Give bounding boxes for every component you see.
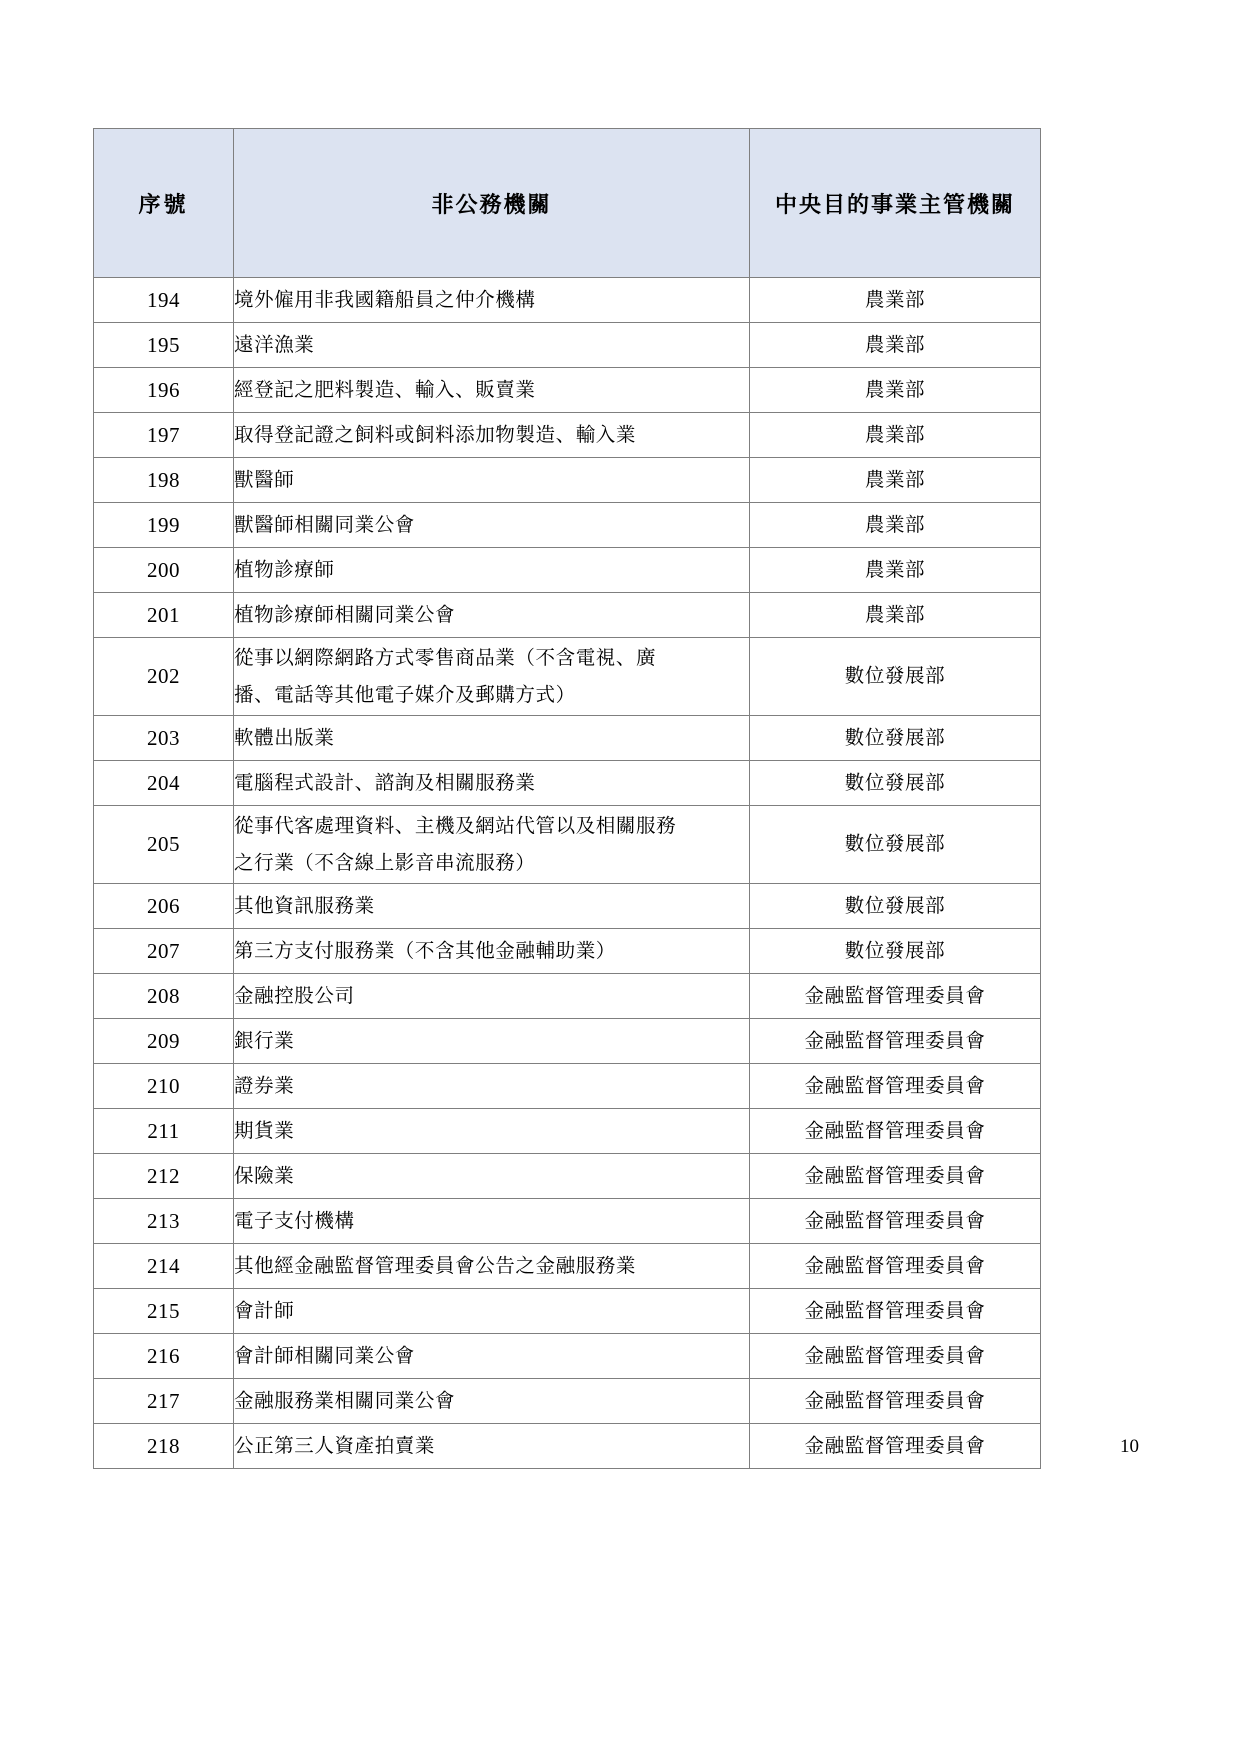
cell-central-competent-authority: 數位發展部 [750,929,1041,974]
cell-central-competent-authority: 金融監督管理委員會 [750,1289,1041,1334]
table-row [94,503,1041,548]
cell-central-competent-authority: 農業部 [750,593,1041,638]
cell-sequence: 208 [94,974,234,1019]
cell-sequence: 204 [94,761,234,806]
cell-non-government-agency [234,1109,750,1154]
cell-central-competent-authority: 金融監督管理委員會 [750,1064,1041,1109]
cell-central-competent-authority: 數位發展部 [750,884,1041,929]
cell-sequence: 202 [94,638,234,716]
table-row [94,806,1041,884]
cell-text-line: 從事代客處理資料、主機及網站代管以及相關服務 [234,813,677,837]
cell-non-government-agency [234,884,750,929]
cell-central-competent-authority: 數位發展部 [750,806,1041,884]
cell-non-government-agency [234,1244,750,1289]
table-row [94,929,1041,974]
cell-non-government-agency [234,323,750,368]
cell-non-government-agency [234,1019,750,1064]
cell-central-competent-authority: 金融監督管理委員會 [750,1199,1041,1244]
cell-central-competent-authority: 數位發展部 [750,716,1041,761]
cell-central-competent-authority: 金融監督管理委員會 [750,1154,1041,1199]
cell-text-line: 獸醫師 [234,467,295,491]
table-row [94,593,1041,638]
cell-text-line: 金融服務業相關同業公會 [234,1388,456,1412]
cell-sequence: 195 [94,323,234,368]
page-number: 10 [1120,1436,1139,1457]
cell-text-line: 經登記之肥料製造、輸入、販賣業 [234,377,536,401]
cell-non-government-agency [234,1289,750,1334]
cell-non-government-agency [234,1334,750,1379]
cell-sequence: 212 [94,1154,234,1199]
cell-non-government-agency [234,1424,750,1469]
table-header-row [94,129,1041,278]
cell-sequence: 198 [94,458,234,503]
cell-non-government-agency [234,593,750,638]
cell-text-line: 證券業 [234,1073,295,1097]
table-row [94,716,1041,761]
table-row [94,1019,1041,1064]
cell-text-line: 其他資訊服務業 [234,893,375,917]
table-row [94,884,1041,929]
cell-central-competent-authority: 農業部 [750,413,1041,458]
cell-central-competent-authority: 金融監督管理委員會 [750,1334,1041,1379]
cell-sequence: 197 [94,413,234,458]
cell-text-line: 植物診療師相關同業公會 [234,602,456,626]
table-row [94,1424,1041,1469]
cell-sequence: 196 [94,368,234,413]
cell-text-line: 金融控股公司 [234,983,355,1007]
table-row [94,278,1041,323]
cell-central-competent-authority: 金融監督管理委員會 [750,1424,1041,1469]
cell-non-government-agency [234,458,750,503]
cell-non-government-agency [234,761,750,806]
table-row [94,1109,1041,1154]
cell-central-competent-authority: 農業部 [750,503,1041,548]
table-row [94,974,1041,1019]
column-header-sequence: 序號 [94,129,234,278]
cell-central-competent-authority: 農業部 [750,548,1041,593]
cell-central-competent-authority: 農業部 [750,368,1041,413]
cell-text-line: 其他經金融監督管理委員會公告之金融服務業 [234,1253,637,1277]
cell-text-line: 會計師 [234,1298,295,1322]
cell-text-line: 播、電話等其他電子媒介及郵購方式） [234,683,576,706]
cell-sequence: 207 [94,929,234,974]
table-row [94,413,1041,458]
cell-text-line: 取得登記證之飼料或飼料添加物製造、輸入業 [234,422,637,446]
cell-non-government-agency [234,638,750,716]
cell-sequence: 205 [94,806,234,884]
cell-central-competent-authority: 金融監督管理委員會 [750,1109,1041,1154]
cell-sequence: 201 [94,593,234,638]
column-header-non-government-agency: 非公務機關 [234,129,750,278]
table-row [94,1244,1041,1289]
cell-central-competent-authority: 數位發展部 [750,638,1041,716]
table-row [94,638,1041,716]
cell-text-line: 獸醫師相關同業公會 [234,512,415,536]
cell-text-line: 植物診療師 [234,557,335,581]
table-row [94,1289,1041,1334]
table-body [94,278,1041,1469]
cell-sequence: 203 [94,716,234,761]
cell-non-government-agency [234,1154,750,1199]
cell-text-line: 會計師相關同業公會 [234,1343,415,1367]
table-row [94,368,1041,413]
non-government-agency-table [93,128,1041,1469]
cell-central-competent-authority: 農業部 [750,458,1041,503]
cell-sequence: 209 [94,1019,234,1064]
table-row [94,761,1041,806]
cell-central-competent-authority: 金融監督管理委員會 [750,1244,1041,1289]
cell-sequence: 199 [94,503,234,548]
table-row [94,548,1041,593]
cell-sequence: 194 [94,278,234,323]
cell-sequence: 206 [94,884,234,929]
table-row [94,1379,1041,1424]
cell-text-line: 公正第三人資產拍賣業 [234,1433,436,1457]
non-government-agency-table-wrapper [93,128,1040,1469]
table-row [94,458,1041,503]
cell-sequence: 213 [94,1199,234,1244]
table-row [94,1064,1041,1109]
table-header [94,129,1041,278]
cell-text-line: 從事以網際網路方式零售商品業（不含電視、廣 [234,645,657,669]
cell-sequence: 214 [94,1244,234,1289]
cell-sequence: 210 [94,1064,234,1109]
cell-text-line: 第三方支付服務業（不含其他金融輔助業） [234,938,616,962]
cell-non-government-agency [234,503,750,548]
cell-central-competent-authority: 數位發展部 [750,761,1041,806]
cell-text-line: 電子支付機構 [234,1208,355,1232]
cell-central-competent-authority: 農業部 [750,278,1041,323]
cell-central-competent-authority: 農業部 [750,323,1041,368]
table-row [94,323,1041,368]
table-row [94,1334,1041,1379]
cell-text-line: 電腦程式設計、諮詢及相關服務業 [234,770,536,794]
column-header-central-competent-authority: 中央目的事業主管機關 [750,129,1041,278]
cell-sequence: 200 [94,548,234,593]
cell-text-line: 軟體出版業 [234,725,335,749]
cell-text-line: 銀行業 [234,1028,295,1052]
cell-non-government-agency [234,716,750,761]
cell-non-government-agency [234,1064,750,1109]
cell-non-government-agency [234,413,750,458]
cell-sequence: 216 [94,1334,234,1379]
cell-non-government-agency [234,806,750,884]
cell-text-line: 保險業 [234,1163,295,1187]
cell-central-competent-authority: 金融監督管理委員會 [750,1379,1041,1424]
cell-central-competent-authority: 金融監督管理委員會 [750,974,1041,1019]
cell-non-government-agency [234,278,750,323]
table-row [94,1199,1041,1244]
cell-non-government-agency [234,368,750,413]
cell-sequence: 215 [94,1289,234,1334]
cell-non-government-agency [234,1199,750,1244]
cell-text-line: 期貨業 [234,1118,295,1142]
cell-non-government-agency [234,1379,750,1424]
cell-non-government-agency [234,929,750,974]
table-row [94,1154,1041,1199]
cell-sequence: 218 [94,1424,234,1469]
cell-sequence: 217 [94,1379,234,1424]
cell-non-government-agency [234,548,750,593]
cell-non-government-agency [234,974,750,1019]
cell-text-line: 遠洋漁業 [234,332,315,356]
cell-central-competent-authority: 金融監督管理委員會 [750,1019,1041,1064]
cell-text-line: 境外僱用非我國籍船員之仲介機構 [234,287,536,311]
cell-text-line: 之行業（不含線上影音串流服務） [234,851,536,874]
cell-sequence: 211 [94,1109,234,1154]
